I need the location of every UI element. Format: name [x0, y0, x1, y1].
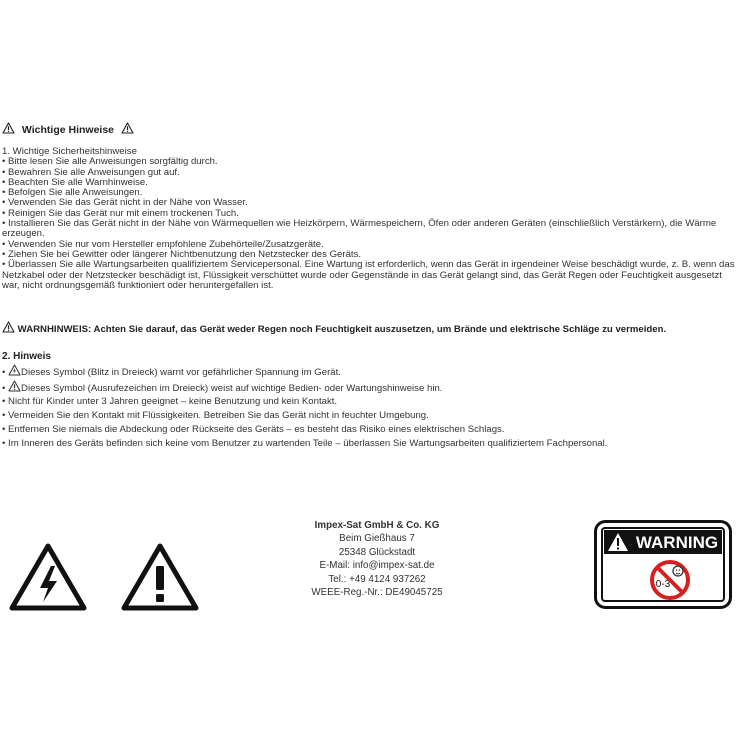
no-children-under-3-icon — [652, 562, 688, 598]
list-item: • Bitte lesen Sie alle Anweisungen sorgfältig durch. — [2, 156, 218, 168]
list-item: • Dieses Symbol (Ausrufezeichen im Dreieck) weist auf wichtige Bedien- oder Wartungshinweise hin. — [2, 380, 736, 396]
warning-age-label — [594, 520, 732, 609]
label-title: WARNING — [635, 533, 719, 552]
list-item: • Bewahren Sie alle Anweisungen gut auf. — [2, 166, 180, 178]
list-item: • Ziehen Sie bei Gewitter oder längerer Nichtbenutzung den Netzstecker des Geräts. — [2, 248, 362, 260]
phone: Tel.: +49 4124 937262 — [328, 573, 426, 585]
email: E-Mail: info@impex-sat.de — [319, 560, 435, 572]
company-name: Impex-Sat GmbH & Co. KG — [314, 520, 440, 531]
list-item: • Im Inneren des Geräts befinden sich keine vom Benutzer zu wartenden Teile – überlassen Sie Wartungsarbeiten qualifiziertem Fachpersonal. — [2, 437, 608, 449]
warning-notice — [2, 321, 736, 335]
list-item: • Nicht für Kinder unter 3 Jahren geeignet – keine Benutzung und kein Kontakt. — [2, 396, 338, 408]
hints-list — [2, 364, 736, 450]
exclamation-triangle-icon — [120, 542, 200, 612]
safety-instructions — [2, 147, 736, 291]
street: Beim Gießhaus 7 — [339, 533, 415, 545]
age-label: 0-3 — [655, 579, 671, 590]
list-item: • Vermeiden Sie den Kontakt mit Flüssigkeiten. Betreiben Sie das Gerät nicht in feuchter Umgebung. — [2, 410, 429, 422]
symbol2-text: Dieses Symbol (Ausrufezeichen im Dreieck) weist auf wichtige Bedien- oder Wartungshinweise hin. — [21, 382, 443, 394]
weee-number: WEEE-Reg.-Nr.: DE49045725 — [311, 587, 443, 599]
high-voltage-icon — [8, 542, 88, 612]
document-heading — [2, 122, 134, 136]
list-item: • Befolgen Sie alle Anweisungen. — [2, 187, 143, 199]
list-item: • Reinigen Sie das Gerät nur mit einem trockenen Tuch. — [2, 207, 239, 219]
list-item: • Entfernen Sie niemals die Abdeckung oder Rückseite des Geräts – es besteht das Risiko eines elektrischen Schlags. — [2, 423, 505, 435]
warning-notice-text: WARNHINWEIS: Achten Sie darauf, das Gerät weder Regen noch Feuchtigkeit auszusetzen, um Brände und elektrische Schläge zu vermeiden. — [17, 324, 667, 335]
list-item: • Verwenden Sie das Gerät nicht in der Nähe von Wasser. — [2, 197, 248, 209]
warning-triangle-icon — [2, 122, 15, 134]
list-item: • Installieren Sie das Gerät nicht in der Nähe von Wärmequellen wie Heizkörpern, Wärmespeichern, Öfen oder anderen Geräten (einschließlich Verstärkern), die Wärme erzeugen. — [2, 218, 717, 240]
exclamation-triangle-icon — [8, 380, 21, 392]
list-item: • Beachten Sie alle Warnhinweise. — [2, 176, 148, 188]
symbol1-text: Dieses Symbol (Blitz in Dreieck) warnt vor gefährlicher Spannung im Gerät. — [21, 367, 341, 378]
heading-title: Wichtige Hinweise — [21, 124, 115, 136]
section1-title: 1. Wichtige Sicherheitshinweise — [2, 146, 137, 157]
section2-title: 2. Hinweis — [2, 351, 51, 362]
high-voltage-icon — [8, 364, 21, 376]
warning-triangle-icon — [121, 122, 134, 134]
list-item: • Dieses Symbol (Blitz in Dreieck) warnt vor gefährlicher Spannung im Gerät. — [2, 364, 736, 380]
warning-triangle-icon — [2, 321, 15, 333]
list-item: • Verwenden Sie nur vom Hersteller empfohlene Zubehörteile/Zusatzgeräte. — [2, 238, 324, 250]
city: 25348 Glückstadt — [338, 546, 416, 558]
manufacturer-address — [292, 519, 462, 599]
list-item: • Überlassen Sie alle Wartungsarbeiten qualifiziertem Servicepersonal. Eine Wartung ist erforderlich, wenn das Gerät in irgendeiner Weise beschädigt wurde, z. B. wenn das Netzkabel oder der Netzstecker beschädigt ist, Flüssigkeit verschüttet wurde oder Gegenstände in das Gerät gelangt sind, das Gerät Regen oder Feuchtigkeit ausgesetzt war, nicht ordnungsgemäß funktioniert oder heruntergefallen ist. — [2, 259, 735, 291]
